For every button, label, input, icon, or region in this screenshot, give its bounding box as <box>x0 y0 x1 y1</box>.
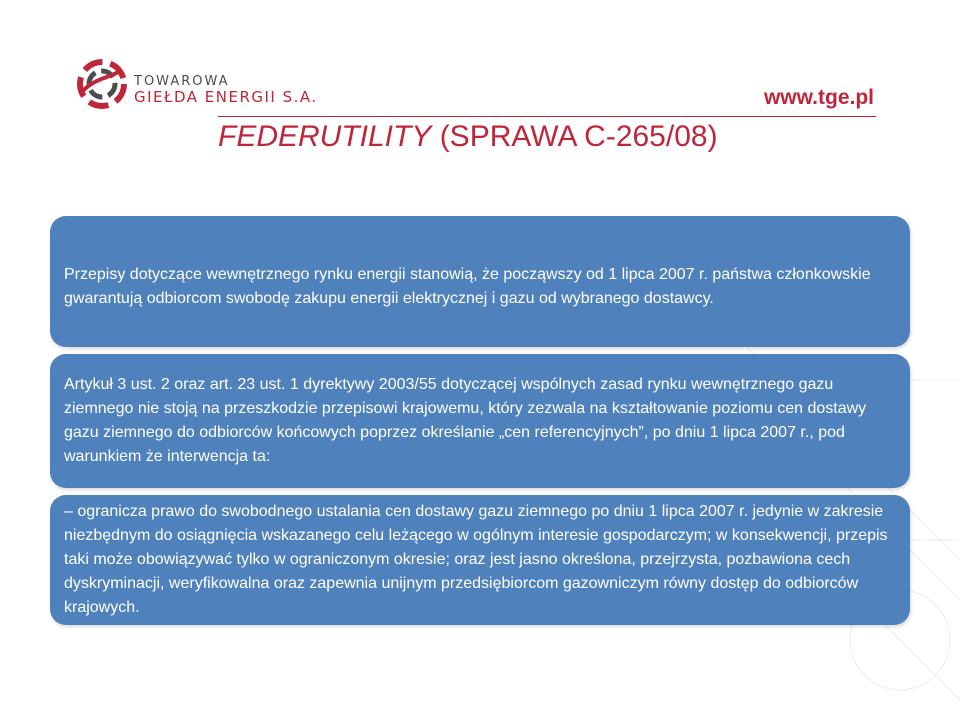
tge-swirl-logo-icon <box>76 58 128 110</box>
website-link[interactable]: www.tge.pl <box>763 86 874 109</box>
title-italic: FEDERUTILITY <box>218 120 432 153</box>
logo-text-line2: GIEŁDA ENERGII S.A. <box>134 88 318 106</box>
text-box-conditions <box>50 495 910 625</box>
title-divider <box>218 116 876 117</box>
text-box-intro <box>50 216 910 347</box>
logo-text-line1: TOWAROWA <box>134 74 230 89</box>
text-box-conditions-content: – ogranicza prawo do swobodnego ustalania cen dostawy gazu ziemnego po dniu 1 lipca 2007 r. jedynie w zakresie niezbędnym do osiągnięcia wskazanego celu leżącego w ogólnym interesie gospodarczym; w konsekwencji, przepis taki może obowiązywać tylko w ograniczonym okresie; oraz jest jasno określona, przejrzysta, pozbawiona cech dyskryminacji, weryfikowalna oraz zapewnia unijnym przedsiębiorcom gazowniczym równy dostęp do odbiorców krajowych. <box>64 503 888 616</box>
company-logo <box>76 58 376 114</box>
text-box-article-content: Artykuł 3 ust. 2 oraz art. 23 ust. 1 dyrektywy 2003/55 dotyczącej wspólnych zasad rynku wewnętrznego gazu ziemnego nie stoją na przeszkodzie przepisowi krajowemu, który zezwala na kształtowanie poziomu cen dostawy gazu ziemnego do odbiorców końcowych poprzez określanie „cen referencyjnych”, po dniu 1 lipca 2007 r., pod warunkiem że interwencja ta: <box>64 376 867 465</box>
text-box-article <box>50 354 910 488</box>
page-title <box>218 118 718 156</box>
title-rest: (SPRAWA C-265/08) <box>431 120 718 153</box>
text-box-intro-content: Przepisy dotyczące wewnętrznego rynku energii stanowią, że począwszy od 1 lipca 2007 r. państwa członkowskie gwarantują odbiorcom swobodę zakupu energii elektrycznej i gazu od wybranego dostawcy. <box>64 265 871 307</box>
